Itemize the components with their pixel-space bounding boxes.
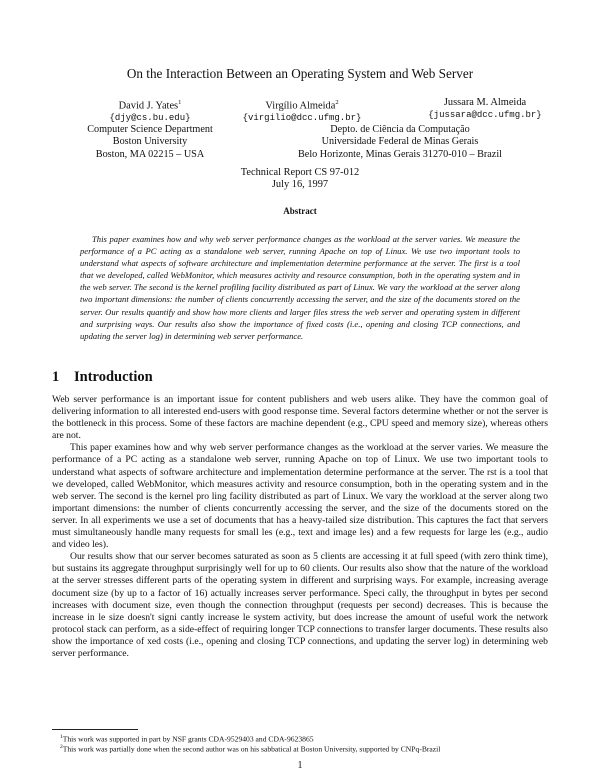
report-number: Technical Report CS 97-012 bbox=[240, 167, 360, 178]
report-date: July 16, 1997 bbox=[271, 179, 329, 190]
footnote-2 bbox=[60, 742, 440, 755]
section-body bbox=[52, 394, 548, 660]
author-email: {virgilio@dcc.ufmg.br} bbox=[242, 113, 362, 124]
affiliation-line: Boston University bbox=[112, 136, 188, 148]
affiliation-ufmg bbox=[270, 124, 530, 161]
section-heading bbox=[52, 369, 153, 386]
section-title: Introduction bbox=[74, 369, 153, 385]
author-footnote-mark: 2 bbox=[335, 99, 339, 106]
paragraph: This paper examines how and why web server performance changes as the workload at the server varies. We measure the performance of a PC acting as a standalone web server, running Apache on top of Linux. We use two important tools to understand what aspects of software architecture and implementation determine performance at the server. The rst is a tool that we developed, called WebMonitor, which measures activity and resource consumption, both in the operating system and in the web server. The second is the kernel pro ling facility distributed as part of Linux. We vary the workload at the server along two important dimensions: the number of clients concurrently accessing the server, and the size of the documents stored on the server. In all experiments we use a set of documents that has a heavy-tailed size distribution. This captures the fact that servers must simultaneously handle many requests for small les (e.g., text and image les) and a few requests for large les (e.g., audio and video les). bbox=[52, 442, 548, 551]
report-info bbox=[0, 167, 600, 191]
author-1 bbox=[70, 96, 230, 125]
author-footnote-mark: 1 bbox=[178, 99, 182, 106]
author-name: David J. Yates bbox=[118, 100, 179, 112]
affiliation-line: Boston, MA 02215 – USA bbox=[95, 148, 205, 160]
author-name: Virgílio Almeida bbox=[265, 100, 336, 112]
paragraph: Our results show that our server becomes saturated as soon as 5 clients are accessing it at full speed (with zero think time), but sustains its aggregate throughput surprisingly well for up to 60 clients. Our results also show that the nature of the workload at the server stresses different parts of the operating system in different and surprising ways. For example, increasing average document size (by up to a factor of 16) actually increases server performance. Speci cally, the throughput in bytes per second increases with document size, even though the connection throughput (requests per second) decreases. This is because the increase in le size doesn't signi cantly increase le system activity, but does increase the amount of useful work the network protocol stack can perform, as a side-effect of requiring longer TCP connections to transfer larger documents. These results also show the importance of xed costs (i.e., opening and closing TCP connections, and updating the server log) in determining web server performance. bbox=[52, 551, 548, 659]
footnote-mark: 1 bbox=[60, 734, 63, 740]
page-number: 1 bbox=[297, 760, 303, 771]
abstract-text: This paper examines how and why web server performance changes as the workload at the server varies. We measure the performance of a PC acting as a standalone web server, running Apache on top of Linux. We use two important tools to understand what aspects of software architecture and implementation determine performance at the server. The first is a tool that we developed, called WebMonitor, which measures activity and resource consumption, both in the operating system and in the web server. The second is the kernel profiling facility distributed as part of Linux. We vary the workload at the server along two important dimensions: the number of clients concurrently accessing the server, and the size of the documents stored on the server. Our results quantify and show how more clients and larger files stress the web server and operating system in different and surprising ways. Our results also show the importance of fixed costs (i.e., opening and closing TCP connections, and updating the server log) in determining web server performance. bbox=[80, 234, 520, 341]
affiliation-line: Universidade Federal de Minas Gerais bbox=[321, 136, 479, 148]
footnote-rule bbox=[52, 729, 138, 730]
footnote-text: This work was partially done when the second author was on his sabbatical at Boston University, supported by CNPq-Brazil bbox=[62, 744, 441, 754]
footnote-text: This work was supported in part by NSF grants CDA-9529403 and CDA-9623865 bbox=[62, 734, 314, 744]
affiliation-boston bbox=[60, 124, 240, 161]
author-2 bbox=[222, 96, 382, 125]
author-3 bbox=[400, 96, 570, 122]
author-name: Jussara M. Almeida bbox=[443, 97, 527, 108]
footnote-mark: 2 bbox=[60, 744, 63, 750]
affiliation-line: Depto. de Ciência da Computação bbox=[330, 124, 470, 135]
paragraph: Web server performance is an important issue for content publishers and web users alike. They have the common goal of delivering information to all interested end-users with good response time. Several factors determine whether or not the server is the bottleneck in this process. Some of these factors are machine dependent (e.g., CPU speed and memory size), whereas others are not. bbox=[52, 394, 548, 442]
author-email: {djy@cs.bu.edu} bbox=[109, 113, 191, 124]
author-email: {jussara@dcc.ufmg.br} bbox=[428, 110, 542, 120]
section-number: 1 bbox=[52, 369, 60, 385]
affiliation-line: Computer Science Department bbox=[87, 124, 213, 135]
affiliation-line: Belo Horizonte, Minas Gerais 31270-010 – Brazil bbox=[298, 148, 502, 160]
paper-title: On the Interaction Between an Operating System and Web Server bbox=[126, 66, 474, 81]
abstract-heading: Abstract bbox=[283, 206, 317, 216]
